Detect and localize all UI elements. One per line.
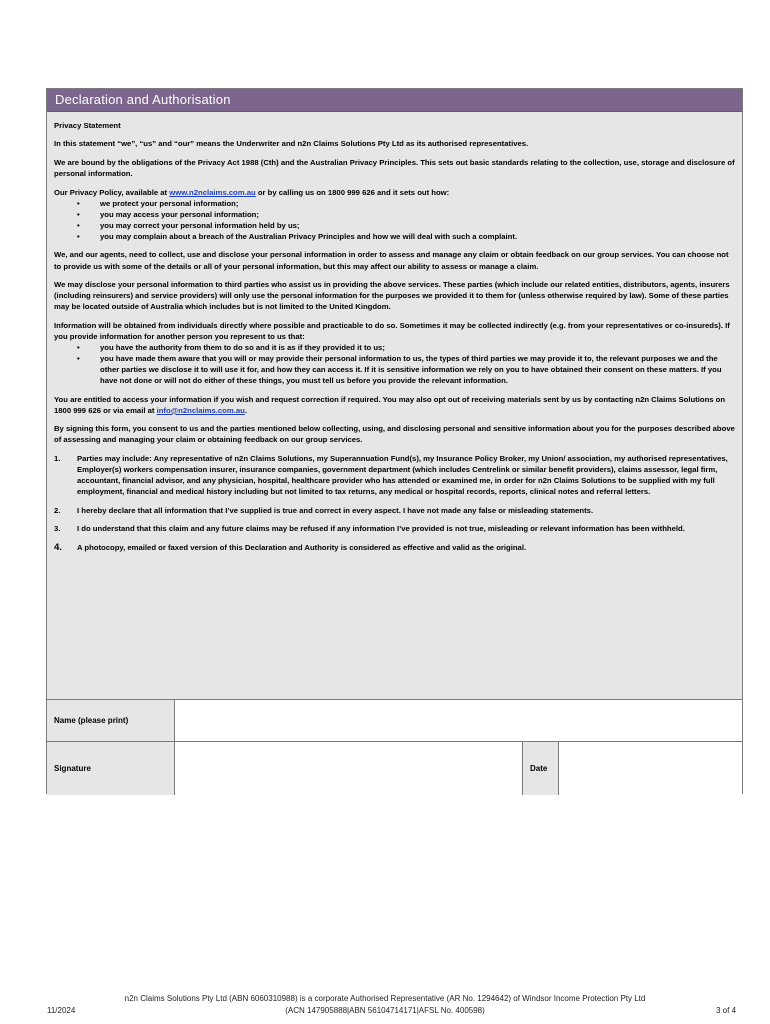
- item-number: 3.: [54, 524, 61, 534]
- name-input[interactable]: [174, 700, 742, 741]
- policy-text-end: or by calling us on 1800 999 626 and it sets out how:: [255, 187, 450, 197]
- item-text: I hereby declare that all information that I’ve supplied is true and correct in every aspect. I have not made any false or misleading statements.: [77, 505, 594, 515]
- item-number: 1.: [54, 453, 61, 463]
- footer-line-2: (ACN 147905888|ABN 56104714171|AFSL No. 400598): [285, 1006, 485, 1015]
- privacy-paragraph-6: Information will be obtained from individuals directly where possible and practicable to do so. Sometimes it may be collected indirectly (e.g. from your representatives or co-insureds). If you provide information for another person you represent to us that:: [54, 320, 730, 341]
- item-text: Parties may include: Any representative of n2n Claims Solutions, my Superannuation Fund(s), my Insurance Policy Broker, my Union/ association, my authorised representatives, Employer(s) workers compensation insurer, insurance companies, government department (which includes Centrelink or similar benefit providers), claims assessor, legal firm, accountant, financial advisor, and any physician, hospital, healthcare provider who has attended or examined me, in order for n2n Claims Solutions to be supplied with my full employment, financial and medical history including but not limited to tax returns, any medical or hospital records, reports, clinical notes and referral letters.: [77, 453, 728, 497]
- policy-text: Our Privacy Policy, available at: [54, 187, 170, 197]
- website-link[interactable]: www.n2nclaims.com.au: [169, 187, 256, 197]
- item-text: A photocopy, emailed or faxed version of this Declaration and Authority is considered as effective and valid as the original.: [77, 542, 527, 552]
- item-number: 4.: [54, 541, 62, 553]
- footer-line-1: n2n Claims Solutions Pty Ltd (ABN 6060310988) is a corporate Authorised Representative (AR No. 1294642) of Windsor Income Protection Pty Ltd: [124, 994, 646, 1003]
- item-text: I do understand that this claim and any future claims may be refused if any information I’ve provided is not true, misleading or relevant information has been withheld.: [77, 524, 685, 534]
- declaration-item-1: [54, 453, 735, 497]
- list-item: • you may correct your personal information held by us;: [77, 220, 735, 231]
- date-input[interactable]: [558, 742, 742, 795]
- privacy-paragraph-8: By signing this form, you consent to us and the parties mentioned below collecting, using, and disclosing personal and sensitive information about you for the purposes described above of assessing and managing your claim or obtaining feedback on our group services.: [54, 424, 735, 445]
- signature-label: Signature: [47, 742, 174, 795]
- signature-input[interactable]: [174, 742, 522, 795]
- footer-date: 11/2024: [47, 1006, 76, 1015]
- page-number: 3 of 4: [716, 1006, 737, 1015]
- privacy-paragraph-7: [54, 394, 735, 416]
- signature-row: [47, 742, 742, 795]
- list-item: • we protect your personal information;: [77, 198, 735, 209]
- declaration-form: [46, 88, 743, 794]
- privacy-paragraph-4: We, and our agents, need to collect, use and disclose your personal information in order to assess and manage any claim or obtain feedback on our group services. You can choose not to provide us with some of the details or all of your personal information, but this may affect our ability to assess or manage a claim.: [54, 250, 729, 271]
- policy-bullet-list: [54, 198, 735, 242]
- date-label: Date: [522, 742, 558, 795]
- list-item: • you may access your personal information;: [77, 209, 735, 220]
- list-item: • you have the authority from them to do so and it is as if they provided it to us;: [77, 342, 735, 353]
- privacy-statement: [47, 112, 742, 700]
- list-item: • you have made them aware that you will or may provide their personal information to us, the types of third parties we may provide it to, the relevant purposes we and the other parties we disclose it to will use it for, and how they can access it. If it is sensitive information we rely on you to have obtained their consent on these matters. If you have not done or will not do either of these things, you must tell us before you provide the relevant information.: [77, 353, 735, 386]
- email-link[interactable]: info@n2nclaims.com.au: [156, 405, 245, 415]
- privacy-heading: Privacy Statement: [54, 121, 121, 130]
- representation-bullet-list: [54, 342, 735, 386]
- signature-fields: [47, 700, 742, 795]
- item-number: 2.: [54, 505, 61, 515]
- footer-legal: [60, 993, 710, 1017]
- name-label: Name (please print): [47, 700, 174, 741]
- access-text-end: .: [244, 405, 247, 415]
- declaration-item-2: [54, 505, 735, 516]
- privacy-paragraph-3: [54, 187, 735, 198]
- privacy-paragraph-5: We may disclose your personal information to third parties who assist us in providing the above services. These parties (which include our related entities, distributors, agents, insurers (including reinsurers) and service providers) will only use the personal information for the purposes we provided it to them for (unless otherwise required by law). Some of these parties may be located outside of Australia which includes but is not limited to the United Kingdom.: [54, 279, 730, 312]
- access-text: You are entitled to access your information if you wish and request correction if required. You may also opt out of receiving materials sent by us by contacting n2n Claims Solutions on 1800 999 626 or via email at: [54, 394, 726, 415]
- name-row: [47, 700, 742, 742]
- declaration-item-3: [54, 523, 735, 534]
- privacy-paragraph-2: We are bound by the obligations of the Privacy Act 1988 (Cth) and the Australian Privacy Principles. This sets out basic standards relating to the collection, use, storage and disclosure of personal information.: [54, 157, 735, 179]
- privacy-paragraph-1: In this statement “we”, “us” and “our” means the Underwriter and n2n Claims Solutions Pty Ltd as its authorised representatives.: [54, 139, 529, 149]
- list-item: • you may complain about a breach of the Australian Privacy Principles and how we will deal with such a complaint.: [77, 231, 735, 242]
- section-title: Declaration and Authorisation: [47, 89, 742, 112]
- declaration-item-4: [54, 542, 735, 553]
